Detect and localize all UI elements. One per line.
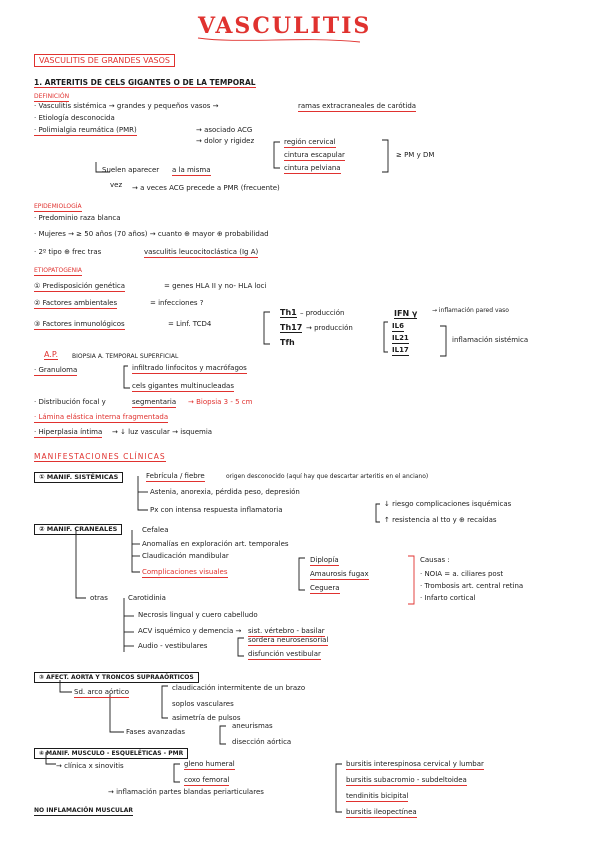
m3-diseccion: disección aórtica — [232, 738, 292, 746]
etio-line-2a: ② Factores ambientales — [34, 299, 118, 307]
ap-line-4b: → ↓ luz vascular → isquemia — [112, 428, 213, 436]
ap-line-4a: · Hiperplasia íntima — [34, 428, 103, 436]
m2-vertebro: sist. vértebro - basilar — [248, 627, 325, 635]
m2-causa-3: · Infarto cortical — [420, 594, 476, 602]
m4-bursitis-1: bursitis interespinosa cervical y lumbar — [346, 760, 484, 768]
etio-line-3b: = Linf. TCD4 — [168, 320, 212, 328]
m2-audio: Audio - vestibulares — [138, 642, 208, 650]
m1-resistencia: ↑ resistencia al tto y ⊕ recaídas — [384, 516, 497, 524]
etio-tfh: Tfh — [280, 338, 295, 347]
etio-il17: IL17 — [392, 346, 409, 354]
m2-carotidinia: Carotidinia — [128, 594, 166, 602]
m2-disfuncion: disfunción vestibular — [248, 650, 321, 658]
m2-claudicacion: Claudicación mandibular — [142, 552, 229, 560]
m1-respuesta: Px con intensa respuesta inflamatoria — [150, 506, 283, 514]
m3-arco: Sd. arco aórtico — [74, 688, 129, 696]
m2-visuales: Complicaciones visuales — [142, 568, 228, 576]
epi-line-3a: · 2º tipo ⊕ frec tras — [34, 248, 102, 256]
etio-line-1a: ① Predisposición genética — [34, 282, 126, 290]
manif-3-label: ③ AFECT. AORTA Y TRONCOS SUPRAAÓRTICOS — [34, 672, 199, 683]
m2-otras: otras — [90, 594, 108, 602]
m1-astenia: Astenia, anorexia, pérdida peso, depresión — [150, 488, 300, 496]
m2-ceguera: Ceguera — [310, 584, 340, 592]
m4-coxo: coxo femoral — [184, 776, 230, 784]
m3-aneurismas: aneurismas — [232, 722, 273, 730]
epi-line-3b: vasculitis leucocitoclástica (Ig A) — [144, 248, 259, 256]
ap-line-1b: infiltrado linfocitos y macrófagos — [132, 364, 247, 372]
ap-line-1c: cels gigantes multinucleadas — [132, 382, 234, 390]
etio-th1: Th1 — [280, 308, 297, 317]
def-region-note: ≥ PM y DM — [396, 151, 435, 159]
m1-origen: origen desconocido (aquí hay que descartar arteritis en el anciano) — [226, 473, 429, 480]
ap-line-1a: · Granuloma — [34, 366, 78, 374]
def-line-5b: a la misma — [172, 166, 211, 174]
page-title: VASCULITIS — [198, 13, 372, 39]
m4-sinovitis: → clínica x sinovitis — [56, 762, 124, 770]
ap-label: A.P. — [44, 350, 58, 359]
m2-acv: ACV isquémico y demencia → — [138, 627, 242, 635]
def-line-6a: vez — [110, 181, 123, 189]
m2-sordera: sordera neurosensorial — [248, 636, 329, 644]
m4-bursitis-2: bursitis subacromio - subdeltoidea — [346, 776, 467, 784]
manif-4-label: ④ MANIF. MUSCULO - ESQUELÉTICAS - PMR — [34, 748, 188, 759]
ap-line-2a: · Distribución focal y — [34, 398, 106, 406]
m4-partes-blandas: → inflamación partes blandas periarticulares — [108, 788, 264, 796]
m2-anomalias: Anomalías en exploración art. temporales — [142, 540, 289, 548]
def-line-3a: · Polimialgia reumática (PMR) — [34, 126, 137, 134]
etio-line-1b: = genes HLA II y no- HLA loci — [164, 282, 267, 290]
def-region-1: región cervical — [284, 138, 336, 146]
m2-causa-1: · NOIA = a. ciliares post — [420, 570, 504, 578]
etio-il6: IL6 — [392, 322, 404, 330]
section-header: VASCULITIS DE GRANDES VASOS — [34, 54, 175, 67]
def-line-5a: Suelen aparecer — [102, 166, 160, 174]
etio-ifn: IFN γ — [394, 309, 418, 318]
def-line-1a: · Vasculitis sistémica → grandes y pequeños vasos → — [34, 102, 219, 110]
etio-line-3a: ③ Factores inmunológicos — [34, 320, 125, 328]
etio-th1-prod: – producción — [300, 309, 345, 317]
subsection-heading: 1. ARTERITIS DE CELS GIGANTES O DE LA TEMPORAL — [34, 78, 256, 87]
m3-asimetria: asimetría de pulsos — [172, 714, 241, 722]
m2-diplopia: Diplopía — [310, 556, 339, 564]
m4-bursitis-3: bursitis ileopectínea — [346, 808, 417, 816]
epidemiologia-label: EPIDEMIOLOGÍA — [34, 203, 82, 210]
etio-th17-prod: → producción — [306, 324, 353, 332]
def-line-6b: → a veces ACG precede a PMR (frecuente) — [132, 184, 280, 192]
m4-footer: NO INFLAMACIÓN MUSCULAR — [34, 807, 134, 814]
ap-line-2b: segmentaria — [132, 398, 177, 406]
def-line-1b: ramas extracraneales de carótida — [298, 102, 417, 110]
manif-label: MANIFESTACIONES CLÍNICAS — [34, 452, 166, 461]
m1-riesgo: ↓ riesgo complicaciones isquémicas — [384, 500, 512, 508]
def-line-4: → dolor y rigidez — [196, 137, 255, 145]
manif-1-label: ① MANIF. SISTÉMICAS — [34, 472, 123, 483]
def-region-2: cintura escapular — [284, 151, 345, 159]
def-line-3b: → asociado ACG — [196, 126, 253, 134]
etio-th1-result: → inflamación pared vaso — [432, 307, 509, 314]
m2-cefalea: Cefalea — [142, 526, 169, 534]
def-region-3: cintura pelviana — [284, 164, 341, 172]
m4-gleno: gleno humeral — [184, 760, 235, 768]
m3-fases: Fases avanzadas — [126, 728, 186, 736]
etio-il21: IL21 — [392, 334, 409, 342]
ap-line-3: · Lámina elástica interna fragmentada — [34, 413, 169, 421]
m1-fiebre: Febrícula / fiebre — [146, 472, 205, 480]
etiopatogenia-label: ETIOPATOGENIA — [34, 267, 83, 274]
ap-line-2c: → Biopsia 3 - 5 cm — [188, 398, 253, 406]
m2-causa-2: · Trombosis art. central retina — [420, 582, 524, 590]
etio-th17: Th17 — [280, 323, 303, 332]
ap-biopsia: BIOPSIA A. TEMPORAL SUPERFICIAL — [72, 353, 179, 360]
manif-2-label: ② MANIF. CRANEALES — [34, 524, 122, 535]
def-line-2: · Etiología desconocida — [34, 114, 115, 122]
epi-line-1: · Predominio raza blanca — [34, 214, 121, 222]
m2-amaurosis: Amaurosis fugax — [310, 570, 369, 578]
m4-tendinitis: tendinitis bicipital — [346, 792, 409, 800]
m2-necrosis: Necrosis lingual y cuero cabelludo — [138, 611, 258, 619]
definicion-label: DEFINICIÓN — [34, 93, 70, 100]
etio-th17-result: inflamación sistémica — [452, 336, 529, 344]
etio-line-2b: = infecciones ? — [150, 299, 204, 307]
m3-soplos: soplos vasculares — [172, 700, 234, 708]
m3-claudicacion: claudicación intermitente de un brazo — [172, 684, 306, 692]
m2-causas: Causas : — [420, 556, 450, 564]
epi-line-2: · Mujeres → ≥ 50 años (70 años) → cuanto ⊕ mayor ⊕ probabilidad — [34, 230, 269, 238]
